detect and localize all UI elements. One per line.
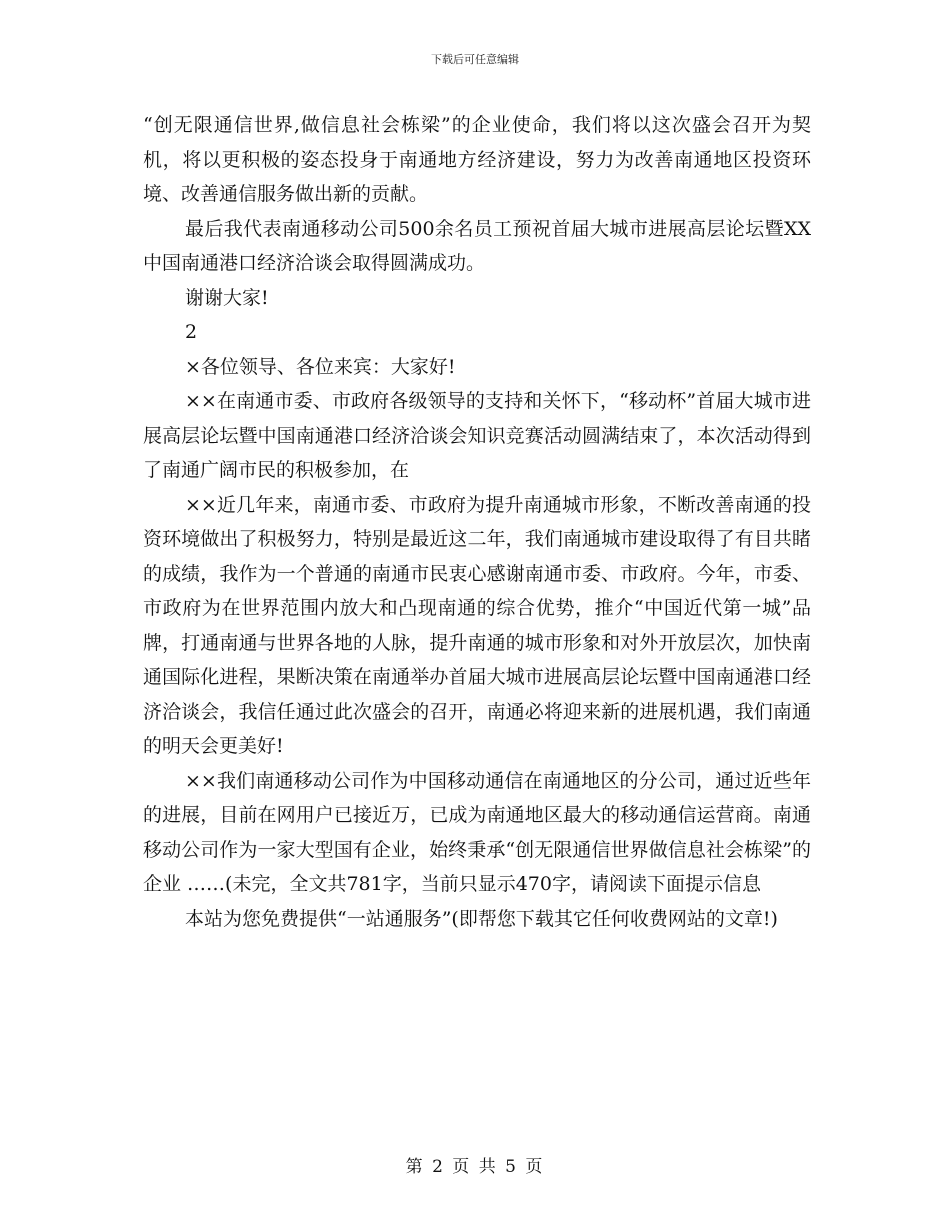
document-body: [143, 108, 811, 936]
paragraph-8: ××我们南通移动公司作为中国移动通信在南通地区的分公司，通过近些年的进展，目前在网用户已接近万，已成为南通地区最大的移动通信运营商。南通移动公司作为一家大型国有企业，始终秉承“创无限通信世界做信息社会栋梁”的企业 ……(未完，全文共781字，当前只显示470字，请阅读下面提示信息: [143, 769, 811, 895]
paragraph-3: 谢谢大家!: [185, 286, 269, 309]
page-number-footer: 第 2 页 共 5 页: [405, 1157, 545, 1177]
paragraph-9: 本站为您免费提供“一站通服务”(即帮您下载其它任何收费网站的文章!): [185, 907, 778, 930]
paragraph-5: ×各位领导、各位来宾：大家好!: [185, 355, 456, 378]
page-header: 下载后可任意编辑: [431, 53, 519, 66]
paragraph-6: ××在南通市委、市政府各级领导的支持和关怀下，“移动杯”首届大城市进展高层论坛暨中国南通港口经济洽谈会知识竞赛活动圆满结束了，本次活动得到了南通广阔市民的积极参加，在: [143, 390, 811, 481]
paragraph-2: 最后我代表南通移动公司500余名员工预祝首届大城市进展高层论坛暨XX中国南通港口经济洽谈会取得圆满成功。: [143, 217, 811, 274]
paragraph-4: 2: [185, 321, 198, 343]
paragraph-1: “创无限通信世界,做信息社会栋梁”的企业使命，我们将以这次盛会召开为契机，将以更积极的姿态投身于南通地方经济建设，努力为改善南通地区投资环境、改善通信服务做出新的贡献。: [143, 114, 811, 205]
paragraph-7: ××近几年来，南通市委、市政府为提升南通城市形象，不断改善南通的投资环境做出了积极努力，特别是最近这二年，我们南通城市建设取得了有目共睹的成绩，我作为一个普通的南通市民衷心感谢南通市委、市政府。今年，市委、市政府为在世界范围内放大和凸现南通的综合优势，推介“中国近代第一城”品牌，打通南通与世界各地的人脉，提升南通的城市形象和对外开放层次，加快南通国际化进程，果断决策在南通举办首届大城市进展高层论坛暨中国南通港口经济洽谈会，我信任通过此次盛会的召开，南通必将迎来新的进展机遇，我们南通的明天会更美好!: [143, 493, 811, 757]
